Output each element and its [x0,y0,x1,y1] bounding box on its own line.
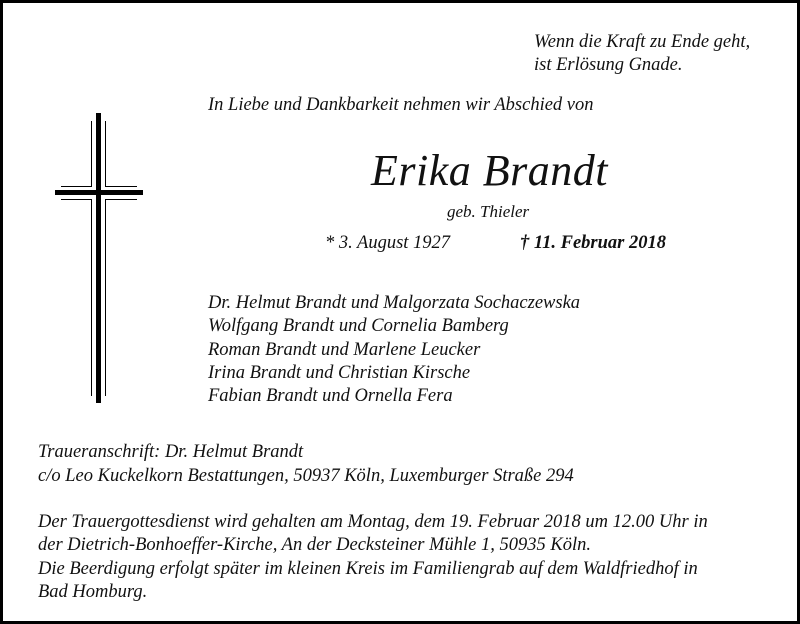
mourning-address [38,441,574,488]
cross-icon [55,113,143,403]
service-line-4: Bad Homburg. [38,581,148,602]
motto-line-2: ist Erlösung Gnade. [534,55,683,75]
deceased-name: Erika Brandt [371,146,608,195]
mourner-entry: Dr. Helmut Brandt und Malgorzata Sochaczewska [208,293,581,313]
motto-line-1: Wenn die Kraft zu Ende geht, [534,32,751,52]
service-line-3: Die Beerdigung erfolgt später im kleinen Kreis im Familiengrab auf dem Waldfriedhof in [38,558,698,579]
service-line-1: Der Trauergottesdienst wird gehalten am Montag, dem 19. Februar 2018 um 12.00 Uhr in [38,512,708,532]
motto [534,31,750,77]
mourners-list [208,292,580,408]
birth-date: * 3. August 1927 [325,233,451,253]
mourner-entry: Fabian Brandt und Ornella Fera [208,386,453,407]
intro-text: In Liebe und Dankbarkeit nehmen wir Abschied von [208,95,594,115]
service-details [38,511,708,604]
death-date: † 11. Februar 2018 [520,233,666,253]
mourner-entry: Roman Brandt und Marlene Leucker [208,339,481,360]
address-line-2: c/o Leo Kuckelkorn Bestattungen, 50937 Köln, Luxemburger Straße 294 [38,465,574,486]
service-line-2: der Dietrich-Bonhoeffer-Kirche, An der Decksteiner Mühle 1, 50935 Köln. [38,535,591,556]
mourner-entry: Wolfgang Brandt und Cornelia Bamberg [208,316,509,337]
mourner-entry: Irina Brandt und Christian Kirsche [208,362,471,383]
born-name: geb. Thieler [447,202,530,221]
address-line-1: Traueranschrift: Dr. Helmut Brandt [38,442,304,462]
